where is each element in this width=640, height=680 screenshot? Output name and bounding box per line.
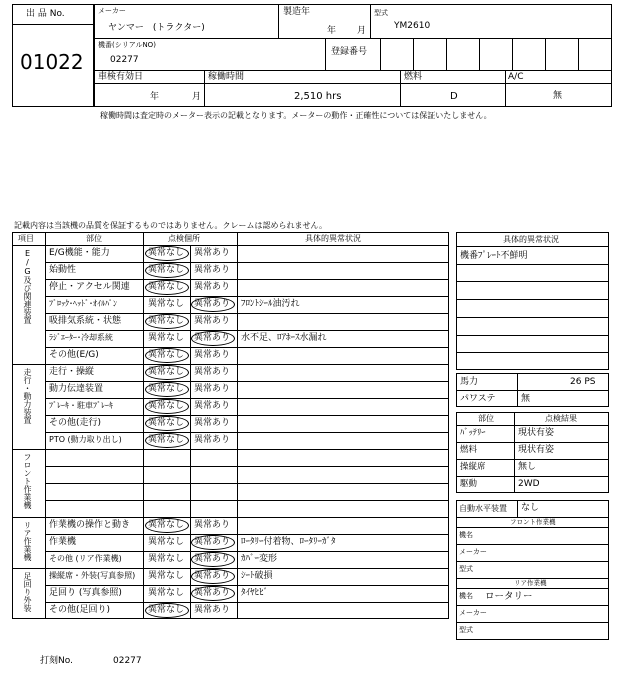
- check-mark-circle: [145, 399, 189, 414]
- result-row-label: 駆動: [460, 479, 478, 489]
- ok-label: 異常なし: [148, 282, 185, 292]
- ok-label: 異常なし: [148, 554, 185, 564]
- table-row-detail: ﾌﾛﾝﾄｼｰﾙ油汚れ: [241, 299, 300, 309]
- group-title: E/G及び関連装置: [23, 249, 32, 324]
- check-mark-circle: [145, 263, 189, 278]
- fuel-value: D: [450, 91, 458, 102]
- ng-label: 異常あり: [194, 571, 231, 581]
- table-row-part: 始動性: [49, 265, 77, 275]
- group-title: 走行・動力装置: [23, 368, 32, 424]
- part-header: 部位: [478, 414, 494, 423]
- ng-label: 異常あり: [194, 265, 231, 275]
- ok-label: 異常なし: [148, 316, 185, 326]
- stamp-label: 打刻No.: [40, 656, 73, 666]
- detail-header: 具体的異常状況: [503, 235, 559, 244]
- ok-label: 異常なし: [148, 537, 185, 547]
- ok-label: 異常なし: [148, 588, 185, 598]
- table-row-part: その他(E/G): [49, 350, 99, 360]
- check-mark-circle: [191, 586, 235, 601]
- table-row-part: ﾌﾞﾛｯｸ･ﾍｯﾄﾞ･ｵｲﾙﾊﾟﾝ: [49, 299, 117, 308]
- inspection-year-unit: 年: [150, 92, 160, 102]
- front-implement-header: フロント作業機: [510, 518, 556, 526]
- check-mark-circle: [145, 246, 189, 261]
- model-label: 型式: [374, 9, 388, 17]
- result-row-value: 現状有姿: [518, 445, 555, 455]
- group-title: フロント作業機: [23, 453, 32, 509]
- check-mark-circle: [145, 603, 189, 618]
- ng-label: 異常あり: [194, 435, 231, 445]
- ng-label: 異常あり: [194, 605, 231, 615]
- front-field-label: 型式: [459, 565, 473, 573]
- ng-label: 異常あり: [194, 384, 231, 394]
- check-mark-circle: [145, 348, 189, 363]
- detail-value: 機番ﾌﾟﾚｰﾄ不鮮明: [460, 251, 528, 261]
- table-row-part: 動力伝達装置: [49, 384, 104, 394]
- inspection-month-unit: 月: [192, 92, 202, 102]
- table-row-detail: ﾀｲﾔﾋﾋﾞ: [241, 588, 269, 598]
- col-part-header: 部位: [86, 234, 102, 243]
- table-row-part: E/G機能・能力: [49, 248, 110, 258]
- check-mark-circle: [145, 365, 189, 380]
- ng-label: 異常あり: [194, 282, 231, 292]
- group-title: リア作業機: [23, 521, 32, 561]
- check-mark-circle: [145, 280, 189, 295]
- ok-label: 異常なし: [148, 367, 185, 377]
- check-mark-circle: [145, 382, 189, 397]
- auto-level-value: なし: [521, 503, 540, 513]
- model-value: YM2610: [394, 21, 431, 31]
- ng-label: 異常あり: [194, 299, 231, 309]
- ok-label: 異常なし: [148, 401, 185, 411]
- lot-label: 出 品 No.: [26, 9, 65, 19]
- check-mark-circle: [145, 518, 189, 533]
- table-row-part: 停止・アクセル関連: [49, 282, 130, 292]
- ok-label: 異常なし: [148, 520, 185, 530]
- front-field-label: 機名: [459, 531, 473, 539]
- check-mark-circle: [191, 552, 235, 567]
- stamp-value: 02277: [113, 656, 142, 666]
- table-row-part: その他 (リア作業機): [49, 554, 122, 563]
- table-row-part: PTO (動力取り出し): [49, 435, 122, 444]
- table-row-part: その他(走行): [49, 418, 102, 428]
- rear-field-label: 機名: [459, 592, 473, 600]
- power-value: 26 PS: [570, 377, 596, 387]
- check-mark-circle: [191, 297, 235, 312]
- rear-field-label: メーカー: [459, 609, 487, 617]
- result-row-label: 燃料: [460, 445, 478, 455]
- table-row-detail: ｼｰﾄ破損: [241, 571, 273, 581]
- rear-field-label: 型式: [459, 626, 473, 634]
- table-row-part: ﾗｼﾞｴｰﾀｰ･冷却系統: [49, 333, 113, 342]
- ok-label: 異常なし: [148, 350, 185, 360]
- check-mark-circle: [145, 416, 189, 431]
- maker-value: ヤンマー (トラクター): [108, 23, 205, 33]
- table-row-part: 操縦席・外装(写真参照): [49, 571, 136, 580]
- serial-value: 02277: [110, 55, 139, 65]
- table-row-part: ﾌﾞﾚｰｷ・駐車ﾌﾞﾚｰｷ: [49, 401, 113, 410]
- hours-label: 稼働時間: [208, 72, 245, 82]
- ac-value: 無: [553, 91, 563, 101]
- power-label: 馬力: [460, 377, 479, 387]
- result-header: 点検結果: [545, 414, 577, 423]
- ok-label: 異常なし: [148, 265, 185, 275]
- table-row-part: 吸排気系統・状態: [49, 316, 122, 326]
- ng-label: 異常あり: [194, 316, 231, 326]
- ok-label: 異常なし: [148, 248, 185, 258]
- month-unit: 月: [357, 26, 367, 36]
- check-mark-circle: [145, 433, 189, 448]
- table-row-part: 作業機: [49, 537, 77, 547]
- check-mark-circle: [191, 331, 235, 346]
- registration-label: 登録番号: [331, 47, 368, 57]
- ok-label: 異常なし: [148, 418, 185, 428]
- ng-label: 異常あり: [194, 520, 231, 530]
- table-row-part: 足回り (写真参照): [49, 588, 122, 598]
- col-detail-header: 具体的異常状況: [305, 234, 361, 243]
- result-row-value: 現状有姿: [518, 428, 555, 438]
- auto-level-label: 自動水平装置: [459, 504, 507, 513]
- ng-label: 異常あり: [194, 554, 231, 564]
- disclaimer: 記載内容は当該機の品質を保証するものではありません。クレームは認められません。: [14, 221, 327, 230]
- result-row-label: ﾊﾞｯﾃﾘｰ: [460, 428, 486, 438]
- ng-label: 異常あり: [194, 333, 231, 343]
- result-row-label: 操縦席: [460, 462, 486, 472]
- check-mark-circle: [191, 535, 235, 550]
- ok-label: 異常なし: [148, 435, 185, 445]
- hours-value: 2,510 hrs: [294, 91, 342, 102]
- inspection-label: 車検有効日: [98, 72, 144, 82]
- result-row-value: 無し: [518, 462, 537, 472]
- ok-label: 異常なし: [148, 384, 185, 394]
- ng-label: 異常あり: [194, 588, 231, 598]
- check-mark-circle: [191, 569, 235, 584]
- serial-label: 機番(シリアルNO): [98, 41, 156, 49]
- ng-label: 異常あり: [194, 367, 231, 377]
- check-mark-circle: [145, 314, 189, 329]
- rear-implement-header: リア作業機: [514, 579, 547, 587]
- ok-label: 異常なし: [148, 571, 185, 581]
- col-item-header: 項目: [18, 234, 34, 243]
- ng-label: 異常あり: [194, 401, 231, 411]
- maker-label: メーカー: [98, 7, 126, 15]
- table-row-detail: ｶﾊﾞｰ変形: [241, 554, 278, 564]
- fuel-label: 燃料: [404, 72, 423, 82]
- ok-label: 異常なし: [148, 299, 185, 309]
- ok-label: 異常なし: [148, 605, 185, 615]
- table-row-part: その他(足回り): [49, 605, 111, 615]
- ng-label: 異常あり: [194, 418, 231, 428]
- lot-number: 01022: [20, 50, 84, 74]
- ng-label: 異常あり: [194, 537, 231, 547]
- table-row-part: 作業機の操作と動き: [49, 520, 131, 530]
- hours-note: 稼働時間は査定時のメーター表示の記載となります。メーターの動作・正確性については保証いたしません。: [100, 111, 492, 120]
- powersteer-label: パワステ: [460, 394, 496, 404]
- table-row-detail: 水不足、ﾛｱﾎｰｽ水漏れ: [241, 333, 327, 343]
- year-label: 製造年: [283, 7, 311, 17]
- result-row-value: 2WD: [518, 479, 540, 489]
- ng-label: 異常あり: [194, 350, 231, 360]
- table-row-part: 走行・操縦: [49, 367, 95, 377]
- table-row-detail: ﾛｰﾀﾘｰ付着物、ﾛｰﾀﾘｰｶﾞﾀ: [241, 537, 336, 547]
- rear-field-value: ロータリー: [485, 591, 533, 602]
- year-unit: 年: [327, 26, 337, 36]
- ok-label: 異常なし: [148, 333, 185, 343]
- front-field-label: メーカー: [459, 548, 487, 556]
- group-title: 足回り外装: [23, 572, 32, 612]
- ng-label: 異常あり: [194, 248, 231, 258]
- ac-label: A/C: [508, 72, 524, 82]
- col-check-header: 点検個所: [168, 234, 200, 243]
- powersteer-value: 無: [521, 394, 531, 404]
